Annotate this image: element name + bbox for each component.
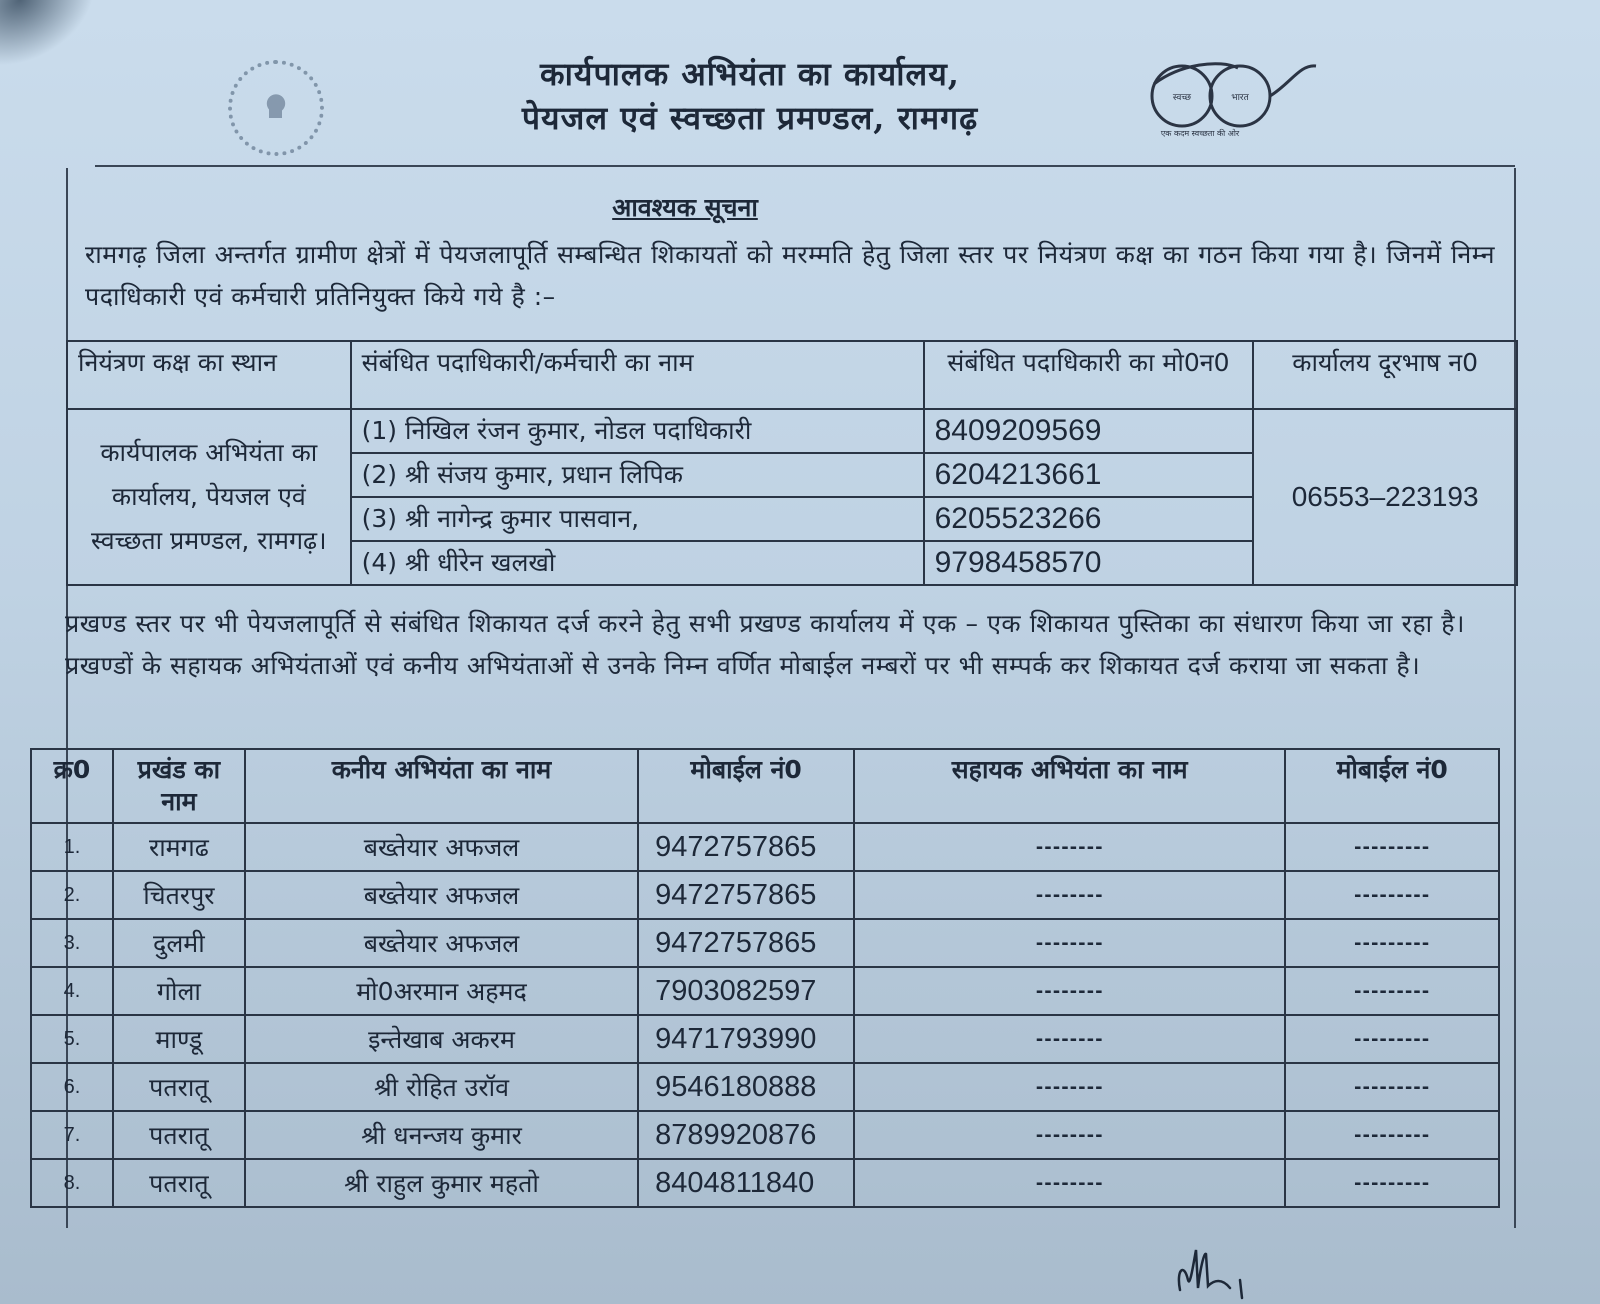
table-row (31, 823, 1499, 871)
control-room-location: कार्यपालक अभियंता का कार्यालय, पेयजल एवं स्वच्छता प्रमण्डल, रामगढ़। (67, 409, 351, 585)
block-name: पतरातू (113, 1063, 245, 1111)
serial-number: 4. (31, 967, 113, 1015)
table-header-row (31, 749, 1499, 823)
je-mobile: 9471793990 (638, 1015, 854, 1063)
block-engineers-table (30, 748, 1500, 1208)
office-title-line2: पेयजल एवं स्वच्छता प्रमण्डल, रामगढ़ (521, 99, 979, 137)
ae-mobile: --------- (1285, 1015, 1499, 1063)
je-mobile: 9472757865 (638, 919, 854, 967)
block-name: माण्डू (113, 1015, 245, 1063)
letterhead (0, 40, 1600, 160)
serial-number: 7. (31, 1111, 113, 1159)
je-name: श्री राहुल कुमार महतो (245, 1159, 638, 1207)
je-mobile: 8404811840 (638, 1159, 854, 1207)
ae-name: -------- (854, 1111, 1285, 1159)
header-divider (95, 165, 1515, 167)
office-title (430, 52, 1070, 140)
je-mobile: 9546180888 (638, 1063, 854, 1111)
serial-number: 3. (31, 919, 113, 967)
column-header: मोबाईल नं0 (638, 749, 854, 823)
official-mobile: 9798458570 (924, 541, 1254, 585)
serial-number: 2. (31, 871, 113, 919)
block-name: दुलमी (113, 919, 245, 967)
official-mobile: 6205523266 (924, 497, 1254, 541)
column-header: संबंधित पदाधिकारी का मो0न0 (924, 341, 1254, 409)
column-header: क्र0 (31, 749, 113, 823)
official-name: (3) श्री नागेन्द्र कुमार पासवान, (351, 497, 924, 541)
table-row (31, 1015, 1499, 1063)
ae-name: -------- (854, 1159, 1285, 1207)
table-row (31, 967, 1499, 1015)
je-name: बख्तेयार अफजल (245, 871, 638, 919)
je-name: इन्तेखाब अकरम (245, 1015, 638, 1063)
table-row (31, 871, 1499, 919)
je-mobile: 9472757865 (638, 823, 854, 871)
notice-heading: आवश्यक सूचना (612, 193, 758, 222)
block-name: पतरातू (113, 1159, 245, 1207)
serial-number: 6. (31, 1063, 113, 1111)
table-row (31, 1111, 1499, 1159)
column-header: कार्यालय दूरभाष न0 (1253, 341, 1517, 409)
serial-number: 1. (31, 823, 113, 871)
official-mobile: 6204213661 (924, 453, 1254, 497)
svg-text:स्वच्छ: स्वच्छ (1172, 93, 1192, 103)
je-name: श्री रोहित उरॉव (245, 1063, 638, 1111)
ae-mobile: --------- (1285, 1111, 1499, 1159)
je-name: मो0अरमान अहमद (245, 967, 638, 1015)
ae-name: -------- (854, 1015, 1285, 1063)
state-emblem-seal-icon (228, 60, 324, 156)
column-header: मोबाईल नं0 (1285, 749, 1499, 823)
control-room-table (66, 340, 1518, 586)
ae-name: -------- (854, 967, 1285, 1015)
notice-paragraph-1: रामगढ़ जिला अन्तर्गत ग्रामीण क्षेत्रों में पेयजलापूर्ति सम्बन्धित शिकायतों को मरम्मति हेतु जिला स्तर पर नियंत्रण कक्ष का गठन किया गया है। जिनमें निम्न पदाधिकारी एवं कर्मचारी प्रतिनियुक्त किये गये है :– (85, 240, 1495, 311)
ae-name: -------- (854, 1063, 1285, 1111)
column-header: संबंधित पदाधिकारी/कर्मचारी का नाम (351, 341, 924, 409)
serial-number: 8. (31, 1159, 113, 1207)
ae-mobile: --------- (1285, 1063, 1499, 1111)
block-name: गोला (113, 967, 245, 1015)
serial-number: 5. (31, 1015, 113, 1063)
column-header: नियंत्रण कक्ष का स्थान (67, 341, 351, 409)
table-row (31, 1063, 1499, 1111)
official-name: (4) श्री धीरेन खलखो (351, 541, 924, 585)
je-name: बख्तेयार अफजल (245, 919, 638, 967)
ae-name: -------- (854, 871, 1285, 919)
column-header: कनीय अभियंता का नाम (245, 749, 638, 823)
je-mobile: 8789920876 (638, 1111, 854, 1159)
block-name: पतरातू (113, 1111, 245, 1159)
office-phone: 06553–223193 (1253, 409, 1517, 585)
je-name: श्री धनन्जय कुमार (245, 1111, 638, 1159)
ae-mobile: --------- (1285, 1159, 1499, 1207)
ae-mobile: --------- (1285, 823, 1499, 871)
ae-mobile: --------- (1285, 967, 1499, 1015)
je-mobile: 9472757865 (638, 871, 854, 919)
official-name: (1) निखिल रंजन कुमार, नोडल पदाधिकारी (351, 409, 924, 453)
swachh-tagline: एक कदम स्वच्छता की ओर (1160, 129, 1240, 138)
je-mobile: 7903082597 (638, 967, 854, 1015)
table-row (67, 409, 1517, 453)
table-row (31, 1159, 1499, 1207)
signature-icon (1170, 1240, 1260, 1300)
notice-paragraph-2: प्रखण्ड स्तर पर भी पेयजलापूर्ति से संबंधित शिकायत दर्ज करने हेतु सभी प्रखण्ड कार्यालय में एक – एक शिकायत पुस्तिका का संधारण किया जा रहा है। प्रखण्डों के सहायक अभियंताओं एवं कनीय अभियंताओं से उनके निम्न वर्णित मोबाईल नम्बरों पर भी सम्पर्क कर शिकायत दर्ज कराया जा सकता है। (65, 609, 1465, 680)
office-title-line1: कार्यपालक अभियंता का कार्यालय, (540, 55, 960, 93)
table-header-row (67, 341, 1517, 409)
je-name: बख्तेयार अफजल (245, 823, 638, 871)
emblem-icon (265, 93, 287, 123)
column-header: सहायक अभियंता का नाम (854, 749, 1285, 823)
ae-name: -------- (854, 919, 1285, 967)
svg-text:भारत: भारत (1231, 93, 1249, 103)
table-row (31, 919, 1499, 967)
official-name: (2) श्री संजय कुमार, प्रधान लिपिक (351, 453, 924, 497)
block-name: रामगढ (113, 823, 245, 871)
official-mobile: 8409209569 (924, 409, 1254, 453)
ae-mobile: --------- (1285, 919, 1499, 967)
ae-mobile: --------- (1285, 871, 1499, 919)
ae-name: -------- (854, 823, 1285, 871)
block-name: चितरपुर (113, 871, 245, 919)
column-header: प्रखंड का नाम (113, 749, 245, 823)
